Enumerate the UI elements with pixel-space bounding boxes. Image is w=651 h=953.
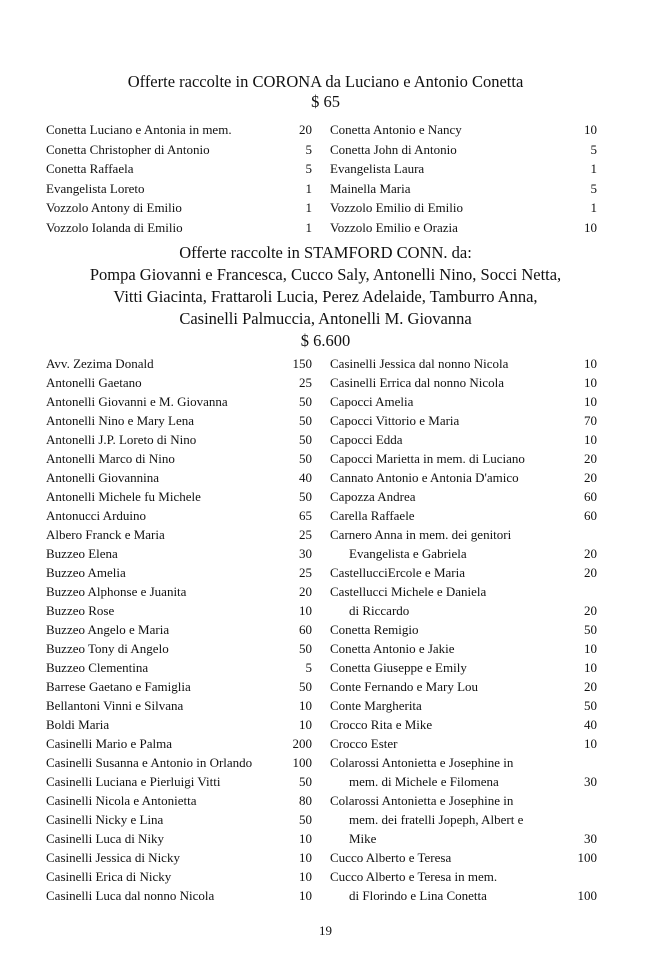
donation-amount: 1 [305, 200, 312, 215]
donor-name: Carella Raffaele [330, 508, 415, 523]
donor-name: Conetta John di Antonio [330, 141, 457, 157]
donation-amount: 20 [584, 451, 597, 466]
donor-name: Antonelli Giovannina [46, 470, 160, 485]
donor-name: Antonelli Michele fu Michele [46, 489, 201, 504]
donation-row [46, 601, 312, 620]
donation-row [330, 715, 597, 734]
donation-amount: 200 [292, 736, 312, 751]
donation-amount: 70 [584, 413, 597, 428]
donation-amount: 40 [299, 470, 312, 485]
donor-name: mem. di Michele e Filomena [349, 774, 499, 789]
donation-amount: 60 [299, 622, 312, 637]
donor-name: Albero Franck e Maria [46, 527, 165, 542]
donation-row [330, 354, 597, 373]
donation-row [330, 218, 597, 237]
donor-name: Buzzeo Clementina [46, 660, 149, 675]
donation-row [46, 753, 312, 772]
donation-row [46, 734, 312, 753]
donation-amount: 5 [305, 141, 312, 157]
donation-row [330, 449, 597, 468]
donor-name: Evangelista Loreto [46, 180, 145, 196]
donor-name: Casinelli Luciana e Pierluigi Vitti [46, 774, 221, 789]
donor-name: Mike [349, 831, 377, 846]
donation-row [330, 544, 597, 563]
donation-row [46, 487, 312, 506]
donation-row [46, 449, 312, 468]
collectors-line-1: Pompa Giovanni e Francesca, Cucco Saly, Antonelli Nino, Socci Netta, [89, 265, 562, 284]
donation-row [330, 198, 597, 217]
donation-row [46, 886, 312, 905]
donation-row [46, 218, 312, 237]
donor-name: Avv. Zezima Donald [46, 356, 154, 371]
donor-name: Crocco Ester [330, 736, 398, 751]
donor-name: Vozzolo Iolanda di Emilio [46, 219, 183, 235]
donation-amount: 10 [584, 432, 597, 447]
donation-amount: 10 [299, 603, 312, 618]
donation-amount: 50 [299, 679, 312, 694]
donation-row [46, 179, 312, 198]
donation-amount: 10 [299, 869, 312, 884]
donation-amount: 10 [299, 698, 312, 713]
donation-amount: 50 [299, 774, 312, 789]
donation-amount: 10 [584, 122, 597, 137]
collectors-line-3: Casinelli Palmuccia, Antonelli M. Giovanna [179, 309, 472, 328]
donation-amount: 50 [584, 622, 597, 637]
donation-row [330, 487, 597, 506]
donation-amount: 25 [299, 527, 312, 542]
donation-row [46, 411, 312, 430]
donation-amount: 40 [584, 717, 597, 732]
donation-row [330, 140, 597, 159]
donation-amount: 30 [584, 831, 597, 846]
donation-row [330, 677, 597, 696]
donation-row [330, 411, 597, 430]
donation-row [330, 886, 597, 905]
donation-row [330, 159, 597, 178]
corona-total: $ 65 [311, 92, 340, 111]
donor-name: Boldi Maria [46, 717, 110, 732]
donation-amount: 10 [584, 356, 597, 371]
donation-amount: 50 [299, 451, 312, 466]
donor-name: Antonelli J.P. Loreto di Nino [46, 432, 197, 447]
donor-name: Evangelista e Gabriela [349, 546, 467, 561]
donor-name: CastellucciErcole e Maria [330, 565, 465, 580]
donor-name: Vozzolo Emilio e Orazia [330, 219, 458, 235]
donation-row [46, 848, 312, 867]
donation-row [330, 525, 597, 544]
donation-amount: 30 [299, 546, 312, 561]
donation-amount: 20 [584, 603, 597, 618]
donation-row [46, 198, 312, 217]
donor-name: Buzzeo Angelo e Maria [46, 622, 170, 637]
donation-amount: 20 [584, 565, 597, 580]
donation-row [330, 848, 597, 867]
donor-name: Casinelli Mario e Palma [46, 736, 173, 751]
donor-name: Crocco Rita e Mike [330, 717, 433, 732]
donor-name: Evangelista Laura [330, 161, 425, 176]
donor-name: Castellucci Michele e Daniela [330, 584, 487, 599]
donor-name: Conetta Antonio e Nancy [330, 122, 462, 137]
donor-name: Casinelli Jessica di Nicky [46, 850, 180, 865]
donor-name: Conetta Giuseppe e Emily [330, 660, 467, 675]
donation-row [330, 772, 597, 791]
donation-row [330, 582, 597, 601]
donor-name: Conte Fernando e Mary Lou [330, 679, 479, 694]
donation-amount: 1 [590, 161, 597, 176]
donor-name: Buzzeo Amelia [46, 565, 126, 580]
donation-amount: 10 [584, 394, 597, 409]
donation-amount: 50 [299, 641, 312, 656]
donation-amount: 30 [584, 774, 597, 789]
donation-row [46, 373, 312, 392]
donor-name: Buzzeo Rose [46, 603, 115, 618]
donor-name: Buzzeo Elena [46, 546, 118, 561]
donation-row [46, 772, 312, 791]
donor-name: Barrese Gaetano e Famiglia [46, 679, 191, 694]
donor-name: Antonelli Nino e Mary Lena [46, 413, 195, 428]
donation-row [330, 601, 597, 620]
donor-name: di Florindo e Lina Conetta [349, 888, 487, 903]
donation-amount: 60 [584, 508, 597, 523]
donation-row [46, 715, 312, 734]
donation-amount: 100 [577, 888, 597, 903]
donation-row [46, 468, 312, 487]
donation-row [46, 120, 312, 139]
donation-row [46, 829, 312, 848]
donor-name: Antonucci Arduino [46, 508, 147, 523]
donation-amount: 50 [299, 432, 312, 447]
donation-row [330, 430, 597, 449]
donor-name: Buzzeo Alphonse e Juanita [46, 584, 187, 599]
donation-amount: 10 [299, 717, 312, 732]
donation-amount: 50 [584, 698, 597, 713]
donation-row [330, 120, 597, 139]
donation-row [330, 506, 597, 525]
donation-amount: 150 [292, 356, 312, 371]
donation-amount: 20 [299, 584, 312, 599]
donor-name: Conetta Remigio [330, 622, 419, 637]
donation-amount: 10 [584, 641, 597, 656]
donation-amount: 5 [590, 180, 597, 196]
donation-amount: 20 [584, 470, 597, 485]
donation-amount: 5 [305, 161, 312, 176]
donor-name: Vozzolo Emilio di Emilio [330, 200, 464, 215]
donor-name: Casinelli Luca dal nonno Nicola [46, 888, 215, 903]
donor-name: mem. dei fratelli Jopeph, Albert e [349, 812, 524, 827]
donation-amount: 20 [584, 679, 597, 694]
donor-name: Casinelli Erica di Nicky [46, 869, 172, 884]
donation-row [330, 639, 597, 658]
donation-row [330, 867, 597, 886]
donation-amount: 10 [299, 850, 312, 865]
stamford-total: $ 6.600 [300, 331, 351, 350]
donor-name: Capocci Amelia [330, 394, 414, 409]
donation-row [46, 159, 312, 178]
donor-name: Capocci Vittorio e Maria [330, 413, 460, 428]
donor-name: Antonelli Marco di Nino [46, 451, 175, 466]
donation-amount: 50 [299, 812, 312, 827]
donation-amount: 50 [299, 394, 312, 409]
donation-row [330, 563, 597, 582]
donation-amount: 10 [299, 888, 312, 903]
donation-row [46, 639, 312, 658]
donation-amount: 5 [590, 141, 597, 157]
donor-name: Casinelli Nicky e Lina [46, 812, 164, 827]
donation-amount: 1 [590, 200, 597, 215]
donor-name: Conetta Christopher di Antonio [46, 141, 210, 157]
donation-amount: 60 [584, 489, 597, 504]
donor-name: Casinelli Nicola e Antonietta [46, 793, 197, 808]
donation-row [330, 696, 597, 715]
donor-name: Colarossi Antonietta e Josephine in [330, 755, 514, 770]
donation-amount: 5 [305, 660, 312, 675]
donor-name: Conetta Raffaela [46, 161, 134, 176]
donation-row [46, 544, 312, 563]
donor-name: Capocci Edda [330, 432, 403, 447]
donation-amount: 50 [299, 489, 312, 504]
donation-row [330, 373, 597, 392]
donor-name: Conetta Antonio e Jakie [330, 641, 455, 656]
donation-row [46, 525, 312, 544]
donation-amount: 100 [577, 850, 597, 865]
donor-name: Capocci Marietta in mem. di Luciano [330, 451, 525, 466]
page-number: 19 [319, 923, 332, 938]
donation-row [46, 658, 312, 677]
donation-row [46, 140, 312, 159]
donation-amount: 1 [305, 180, 312, 196]
donation-row [330, 810, 597, 829]
donation-amount: 10 [299, 831, 312, 846]
donation-row [330, 620, 597, 639]
donation-row [330, 829, 597, 848]
donation-row [46, 696, 312, 715]
donation-row [330, 392, 597, 411]
collectors-line-2: Vitti Giacinta, Frattaroli Lucia, Perez Adelaide, Tamburro Anna, [113, 287, 538, 306]
donation-row [46, 506, 312, 525]
donor-name: Vozzolo Antony di Emilio [46, 200, 182, 215]
donation-row [46, 563, 312, 582]
donor-name: Antonelli Gaetano [46, 375, 142, 390]
donation-row [46, 791, 312, 810]
donation-row [46, 867, 312, 886]
donation-row [46, 430, 312, 449]
donation-amount: 25 [299, 565, 312, 580]
donation-row [46, 810, 312, 829]
donation-amount: 10 [584, 219, 597, 235]
donation-amount: 20 [584, 546, 597, 561]
donor-name: Conte Margherita [330, 698, 422, 713]
donation-row [46, 620, 312, 639]
donor-name: Bellantoni Vinni e Silvana [46, 698, 184, 713]
donation-amount: 10 [584, 660, 597, 675]
donation-row [46, 354, 312, 373]
donor-name: Colarossi Antonietta e Josephine in [330, 793, 514, 808]
donation-amount: 100 [292, 755, 312, 770]
donation-amount: 1 [305, 219, 312, 235]
donor-name: Buzzeo Tony di Angelo [46, 641, 169, 656]
donation-row [330, 734, 597, 753]
donor-name: Casinelli Luca di Niky [46, 831, 165, 846]
donation-row [46, 392, 312, 411]
donor-name: Cucco Alberto e Teresa in mem. [330, 869, 498, 884]
donation-amount: 65 [299, 508, 312, 523]
donor-name: di Riccardo [349, 603, 410, 618]
donor-name: Cucco Alberto e Teresa [330, 850, 452, 865]
donation-row [330, 791, 597, 810]
donation-row [46, 582, 312, 601]
corona-title: Offerte raccolte in CORONA da Luciano e Antonio Conetta [127, 72, 524, 91]
donor-name: Casinelli Jessica dal nonno Nicola [330, 356, 509, 371]
donation-amount: 10 [584, 375, 597, 390]
donor-name: Cannato Antonio e Antonia D'amico [330, 470, 519, 485]
donor-name: Casinelli Errica dal nonno Nicola [330, 375, 505, 390]
donor-name: Casinelli Susanna e Antonio in Orlando [46, 755, 253, 770]
donor-name: Capozza Andrea [330, 489, 416, 504]
stamford-title: Offerte raccolte in STAMFORD CONN. da: [179, 243, 472, 262]
donor-name: Antonelli Giovanni e M. Giovanna [46, 394, 228, 409]
donation-row [46, 677, 312, 696]
donation-amount: 50 [299, 413, 312, 428]
donation-amount: 25 [299, 375, 312, 390]
donation-row [330, 468, 597, 487]
donation-row [330, 179, 597, 198]
donor-name: Mainella Maria [330, 180, 411, 196]
donation-amount: 20 [299, 122, 312, 137]
donor-name: Conetta Luciano e Antonia in mem. [46, 122, 232, 137]
donation-row [330, 658, 597, 677]
donation-row [330, 753, 597, 772]
donation-amount: 10 [584, 736, 597, 751]
donation-amount: 80 [299, 793, 312, 808]
donor-name: Carnero Anna in mem. dei genitori [330, 527, 512, 542]
